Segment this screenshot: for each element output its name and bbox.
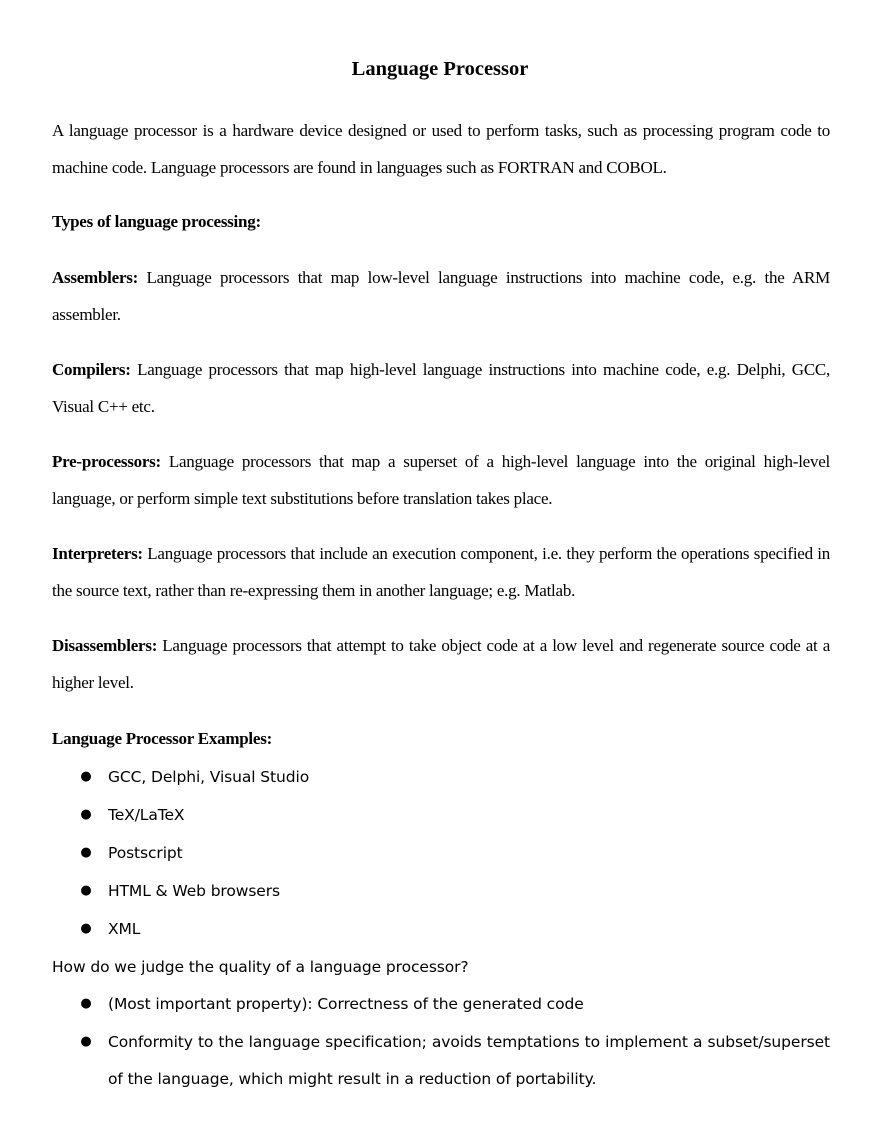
- type-term: Pre-processors:: [52, 452, 161, 471]
- bullet-icon: ●: [80, 883, 92, 898]
- list-item: [0, 804, 880, 826]
- types-heading: Types of language processing:: [52, 212, 261, 231]
- intro-paragraph: A language processor is a hardware device designed or used to perform tasks, such as processing program code to machine code. Language processors are found in languages such as FORTRAN and COBOL.: [52, 121, 830, 177]
- type-term: Compilers:: [52, 360, 131, 379]
- bullet-icon: ●: [80, 769, 92, 784]
- type-interpreters: [52, 535, 830, 609]
- type-preprocessors: [52, 443, 830, 517]
- type-term: Assemblers:: [52, 268, 139, 287]
- bullet-icon: ●: [80, 921, 92, 936]
- list-item-text: Postscript: [108, 844, 183, 862]
- type-description: Language processors that include an execution component, i.e. they perform the operations specified in the source text, rather than re-expressing them in another language; e.g. Matlab.: [52, 544, 831, 600]
- type-description: Language processors that map high-level language instructions into machine code, e.g. Delphi, GCC, Visual C++ etc.: [52, 360, 831, 416]
- type-description: Language processors that attempt to take object code at a low level and regenerate source code at a higher level.: [52, 636, 830, 692]
- list-item: [0, 993, 880, 1015]
- bullet-icon: ●: [80, 996, 92, 1011]
- list-item-text: Conformity to the language specification; avoids temptations to implement a subset/superset of the language, which might result in a reduction of portability.: [108, 1033, 830, 1088]
- type-description: Language processors that map low-level language instructions into machine code, e.g. the ARM assembler.: [52, 268, 831, 324]
- list-item: [0, 766, 880, 788]
- type-disassemblers: [52, 627, 830, 701]
- list-item: [0, 918, 880, 940]
- type-description: Language processors that map a superset of a high-level language into the original high-level language, or perform simple text substitutions before translation takes place.: [52, 452, 831, 508]
- type-term: Interpreters:: [52, 544, 143, 563]
- list-item: [0, 842, 880, 864]
- list-item-text: (Most important property): Correctness of the generated code: [108, 995, 584, 1013]
- list-item-text: XML: [108, 920, 141, 938]
- list-item-text: TeX/LaTeX: [108, 806, 185, 824]
- list-item-text: GCC, Delphi, Visual Studio: [108, 768, 310, 786]
- list-item-text: HTML & Web browsers: [108, 882, 280, 900]
- bullet-icon: ●: [80, 807, 92, 822]
- type-assemblers: [52, 259, 830, 333]
- type-compilers: [52, 351, 830, 425]
- examples-heading: Language Processor Examples:: [52, 729, 272, 748]
- quality-question: How do we judge the quality of a language processor?: [52, 958, 469, 976]
- type-term: Disassemblers:: [52, 636, 158, 655]
- bullet-icon: ●: [80, 845, 92, 860]
- list-item: [0, 880, 880, 902]
- bullet-icon: ●: [80, 1034, 92, 1049]
- page-title: Language Processor: [351, 58, 529, 80]
